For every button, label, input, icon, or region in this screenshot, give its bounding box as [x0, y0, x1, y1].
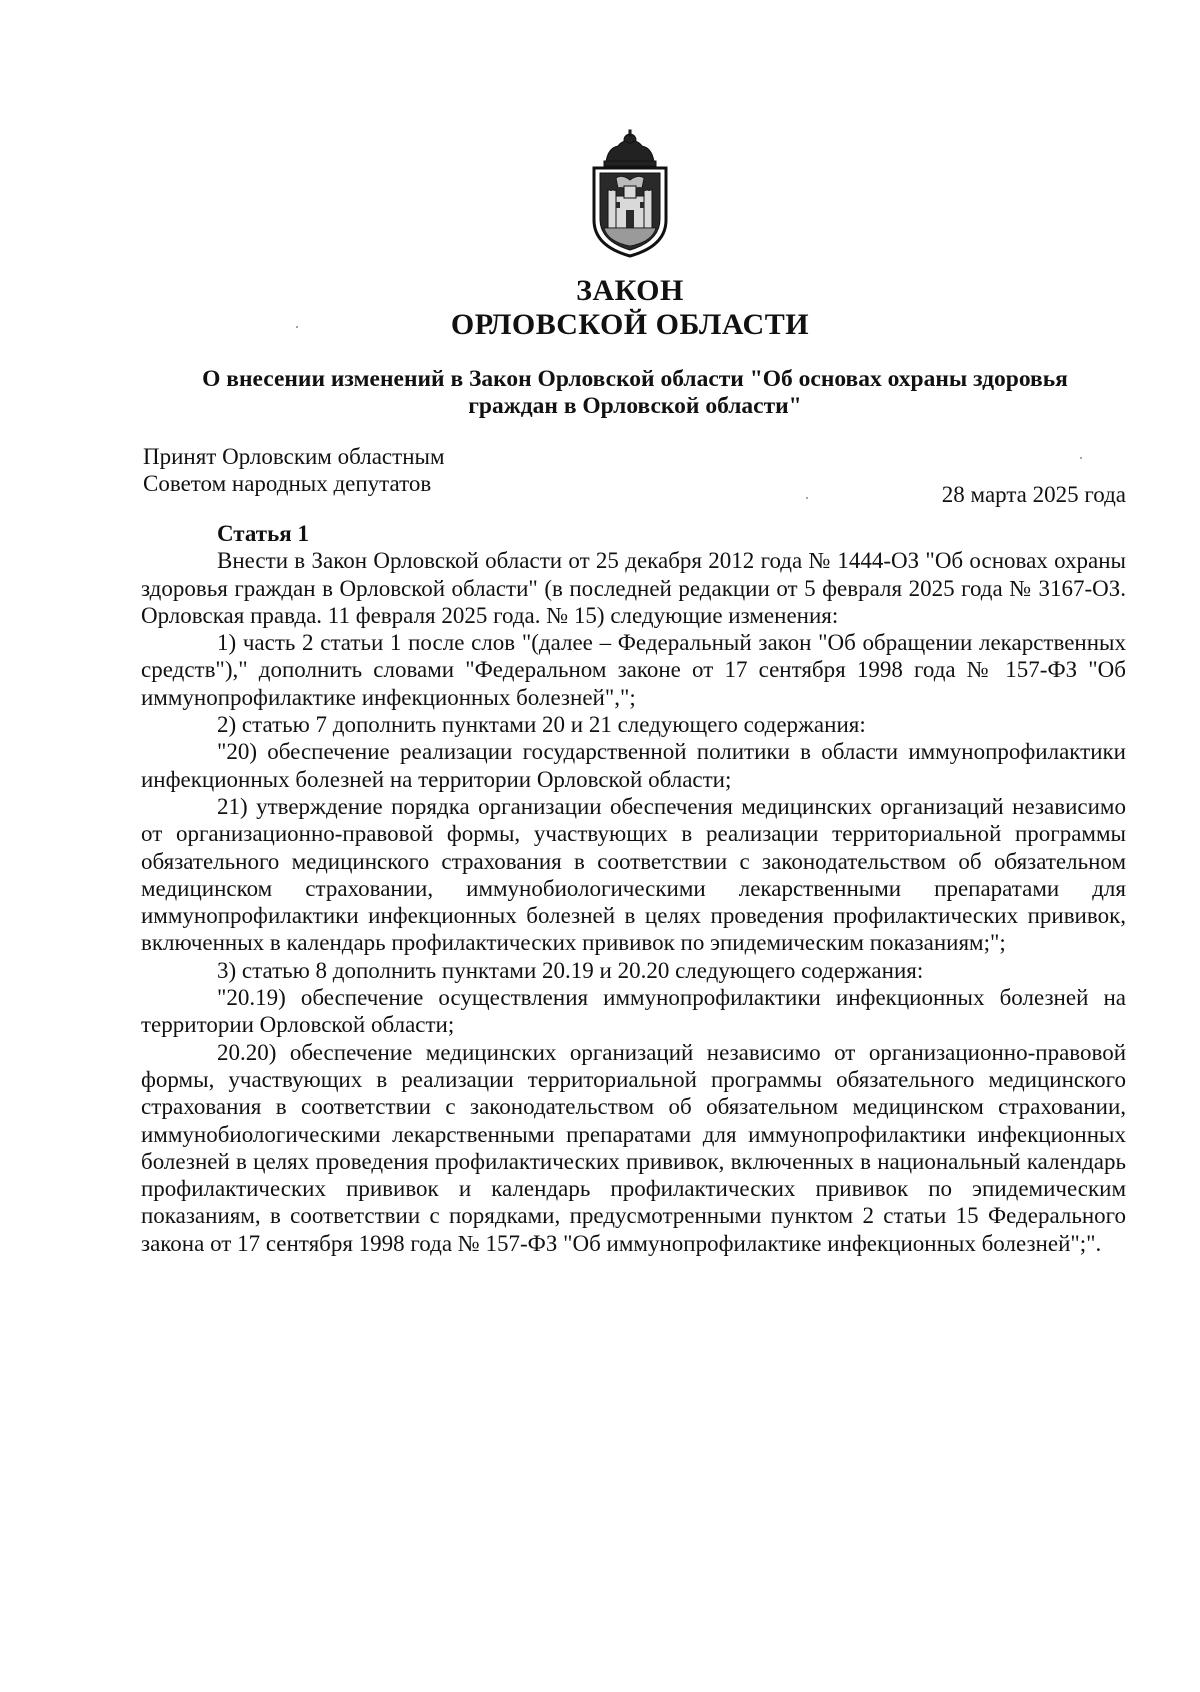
orel-oblast-coat-of-arms-icon — [572, 128, 688, 258]
adoption-authority — [143, 443, 445, 497]
article-paragraph: 21) утверждение порядка организации обеспечения медицинских организаций независимо от организационно-правовой формы, участвующих в реализации территориальной программы обязательного медицинского страхования в соответствии с законодательством об обязательном медицинском страховании, иммунобиологическими лекарственными препаратами для иммунопрофилактики инфекционных болезней в целях проведения профилактических прививок, включенных в календарь профилактических прививок по эпидемическим показаниям;"; — [141, 793, 1126, 956]
article-paragraph: "20) обеспечение реализации государственной политики в области иммунопрофилактики инфекционных болезней на территории Орловской области; — [141, 739, 1126, 792]
law-title — [0, 274, 1200, 342]
article-body — [141, 520, 1126, 1257]
law-title-line-1: ЗАКОН — [576, 274, 684, 307]
scan-speck — [806, 497, 808, 499]
scan-speck — [296, 326, 298, 328]
law-title-line-2: ОРЛОВСКОЙ ОБЛАСТИ — [450, 308, 810, 341]
law-subject-line-2: граждан в Орловской области" — [468, 393, 802, 419]
article-paragraph: Внести в Закон Орловской области от 25 декабря 2012 года № 1444-ОЗ "Об основах охраны здоровья граждан в Орловской области" (в последней редакции от 5 февраля 2025 года № 3167-ОЗ. Орловская правда. 11 февраля 2025 года. № 15) следующие изменения: — [141, 548, 1126, 628]
law-subject-line-1: О внесении изменений в Закон Орловской области "Об основах охраны здоровья — [202, 366, 1068, 392]
article-heading: Статья 1 — [217, 521, 309, 546]
adoption-date: 28 марта 2025 года — [941, 482, 1126, 507]
adoption-line-2: Советом народных депутатов — [143, 471, 432, 496]
adoption-line-1: Принят Орловским областным — [143, 444, 445, 469]
article-paragraph: 1) часть 2 статьи 1 после слов "(далее – Федеральный закон "Об обращении лекарственных средств")," дополнить словами "Федеральном законе от 17 сентября 1998 года № 157-ФЗ "Об иммунопрофилактике инфекционных болезней","; — [141, 630, 1126, 710]
article-paragraph: 3) статью 8 дополнить пунктами 20.19 и 20.20 следующего содержания: — [217, 957, 924, 983]
scan-speck — [1080, 457, 1082, 459]
article-paragraph: "20.19) обеспечение осуществления иммунопрофилактики инфекционных болезней на территории Орловской области; — [141, 985, 1126, 1038]
law-subject — [140, 366, 1130, 420]
article-paragraph: 2) статью 7 дополнить пунктами 20 и 21 следующего содержания: — [217, 712, 866, 738]
article-paragraph: 20.20) обеспечение медицинских организаций независимо от организационно-правовой формы, участвующих в реализации территориальной программы обязательного медицинского страхования в соответствии с законодательством об обязательном медицинском страховании, иммунобиологическими лекарственными препаратами для иммунопрофилактики инфекционных болезней в целях проведения профилактических прививок, включенных в национальный календарь профилактических прививок и календарь профилактических прививок по эпидемическим показаниям, в соответствии с порядками, предусмотренными пунктом 2 статьи 15 Федерального закона от 17 сентября 1998 года № 157-ФЗ "Об иммунопрофилактике инфекционных болезней";". — [141, 1039, 1126, 1256]
